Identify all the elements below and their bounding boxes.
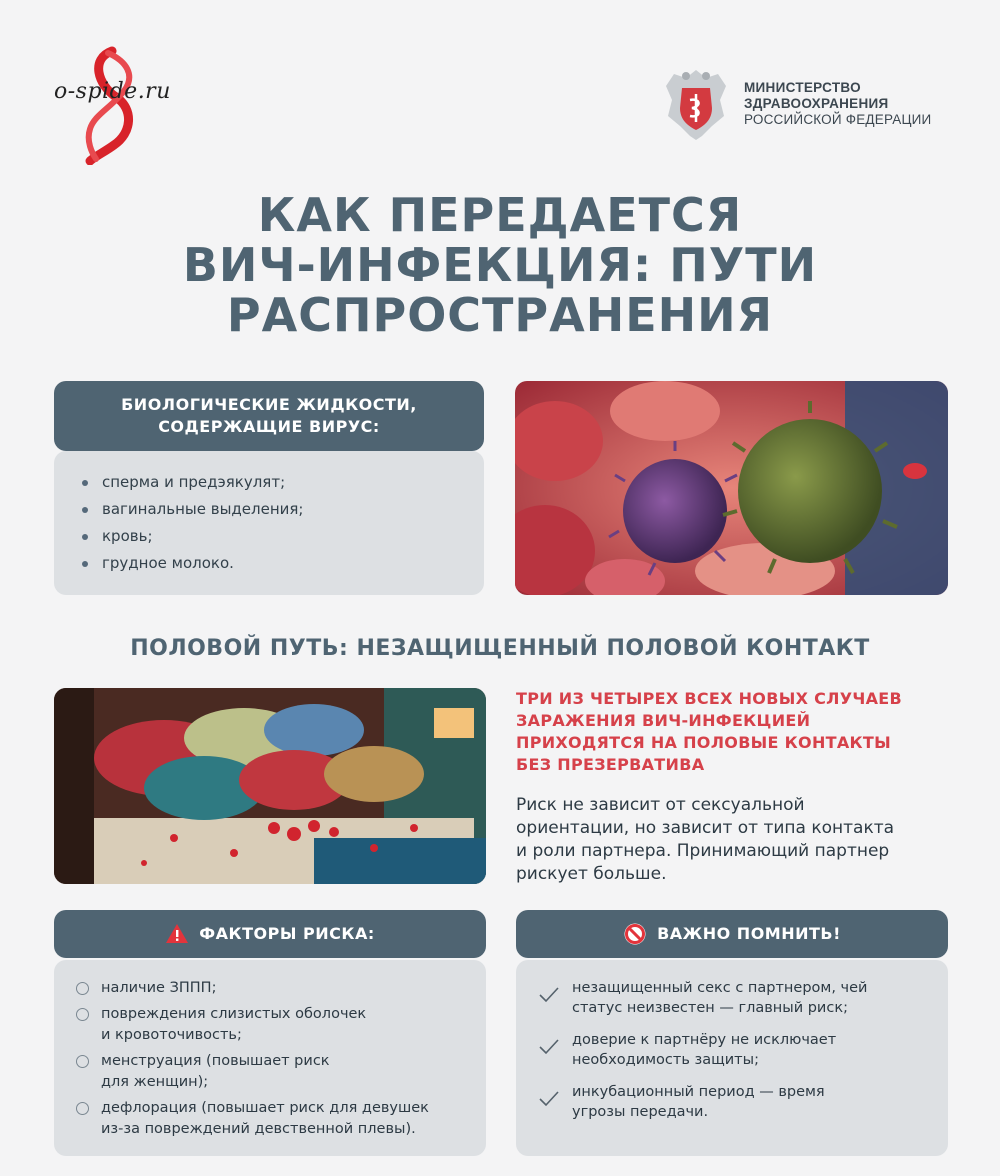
page-title <box>0 190 1000 340</box>
bed-illustration <box>54 688 486 884</box>
highlight-line: ТРИ ИЗ ЧЕТЫРЕХ ВСЕХ НОВЫХ СЛУЧАЕВ <box>516 689 902 708</box>
risk-factors-list <box>54 960 486 1156</box>
ribbon-icon <box>50 45 220 165</box>
risk-factors-title: ФАКТОРЫ РИСКА: <box>199 924 375 943</box>
warning-icon <box>165 922 189 946</box>
remember-list <box>516 960 948 1156</box>
prohibited-icon <box>623 922 647 946</box>
list-item <box>538 978 948 1018</box>
check-icon <box>538 1038 560 1056</box>
check-icon <box>538 986 560 1004</box>
item-text: доверие к партнёру не исключает <box>572 1032 837 1048</box>
ministry-line-1: МИНИСТЕРСТВО <box>744 80 861 95</box>
item-text: необходимость защиты; <box>572 1052 759 1068</box>
list-item: кровь; <box>82 523 484 550</box>
logo-text: o-spide.ru <box>54 79 171 104</box>
highlight-line: ЗАРАЖЕНИЯ ВИЧ-ИНФЕКЦИЕЙ <box>516 711 811 730</box>
list-item <box>76 1051 486 1093</box>
item-text: менструация (повышает риск <box>101 1053 330 1069</box>
list-item <box>76 978 486 999</box>
item-text: и кровоточивость; <box>101 1027 242 1043</box>
risk-factors-heading <box>54 910 486 958</box>
bio-heading-line-1: БИОЛОГИЧЕСКИЕ ЖИДКОСТИ, <box>121 395 417 414</box>
bio-heading-line-2: СОДЕРЖАЩИЕ ВИРУС: <box>158 417 380 436</box>
circle-bullet-icon <box>76 982 89 995</box>
title-line-3: РАСПРОСТРАНЕНИЯ <box>226 288 774 342</box>
list-item <box>538 1082 948 1122</box>
title-line-1: КАК ПЕРЕДАЕТСЯ <box>257 188 743 242</box>
highlight-note <box>516 688 956 776</box>
item-text: для женщин); <box>101 1074 209 1090</box>
remember-heading <box>516 910 948 958</box>
circle-bullet-icon <box>76 1102 89 1115</box>
virus-illustration <box>515 381 948 595</box>
risk-description <box>516 794 956 886</box>
item-text: наличие ЗППП; <box>101 980 217 996</box>
list-item: грудное молоко. <box>82 550 484 577</box>
risk-text-line: и роли партнера. Принимающий партнер <box>516 841 890 861</box>
circle-bullet-icon <box>76 1008 89 1021</box>
list-item <box>76 1098 486 1140</box>
highlight-line: ПРИХОДЯТСЯ НА ПОЛОВЫЕ КОНТАКТЫ <box>516 733 891 752</box>
bio-fluids-heading <box>54 381 484 451</box>
item-text: незащищенный секс с партнером, чей <box>572 980 868 996</box>
remember-title: ВАЖНО ПОМНИТЬ! <box>657 924 841 943</box>
risk-text-line: Риск не зависит от сексуальной <box>516 795 805 815</box>
risk-text-line: рискует больше. <box>516 864 667 884</box>
list-item <box>538 1030 948 1070</box>
check-icon <box>538 1090 560 1108</box>
ministry-line-3: РОССИЙСКОЙ ФЕДЕРАЦИИ <box>744 112 932 127</box>
list-item <box>76 1004 486 1046</box>
highlight-line: БЕЗ ПРЕЗЕРВАТИВА <box>516 755 705 774</box>
bio-fluids-list <box>54 451 484 595</box>
item-text: статус неизвестен — главный риск; <box>572 1000 848 1016</box>
list-item: сперма и предэякулят; <box>82 469 484 496</box>
item-text: из-за повреждений девственной плевы). <box>101 1121 416 1137</box>
risk-text-line: ориентации, но зависит от типа контакта <box>516 818 895 838</box>
title-line-2: ВИЧ-ИНФЕКЦИЯ: ПУТИ <box>182 238 818 292</box>
circle-bullet-icon <box>76 1055 89 1068</box>
site-logo[interactable] <box>50 45 220 165</box>
item-text: повреждения слизистых оболочек <box>101 1006 367 1022</box>
item-text: инкубационный период — время <box>572 1084 825 1100</box>
item-text: дефлорация (повышает риск для девушек <box>101 1100 429 1116</box>
item-text: угрозы передачи. <box>572 1104 709 1120</box>
list-item: вагинальные выделения; <box>82 496 484 523</box>
ministry-emblem-icon <box>660 64 732 142</box>
section-title-sexual-route: ПОЛОВОЙ ПУТЬ: НЕЗАЩИЩЕННЫЙ ПОЛОВОЙ КОНТАКТ <box>130 636 870 661</box>
ministry-line-2: ЗДРАВООХРАНЕНИЯ <box>744 96 889 111</box>
ministry-logo <box>660 64 960 144</box>
